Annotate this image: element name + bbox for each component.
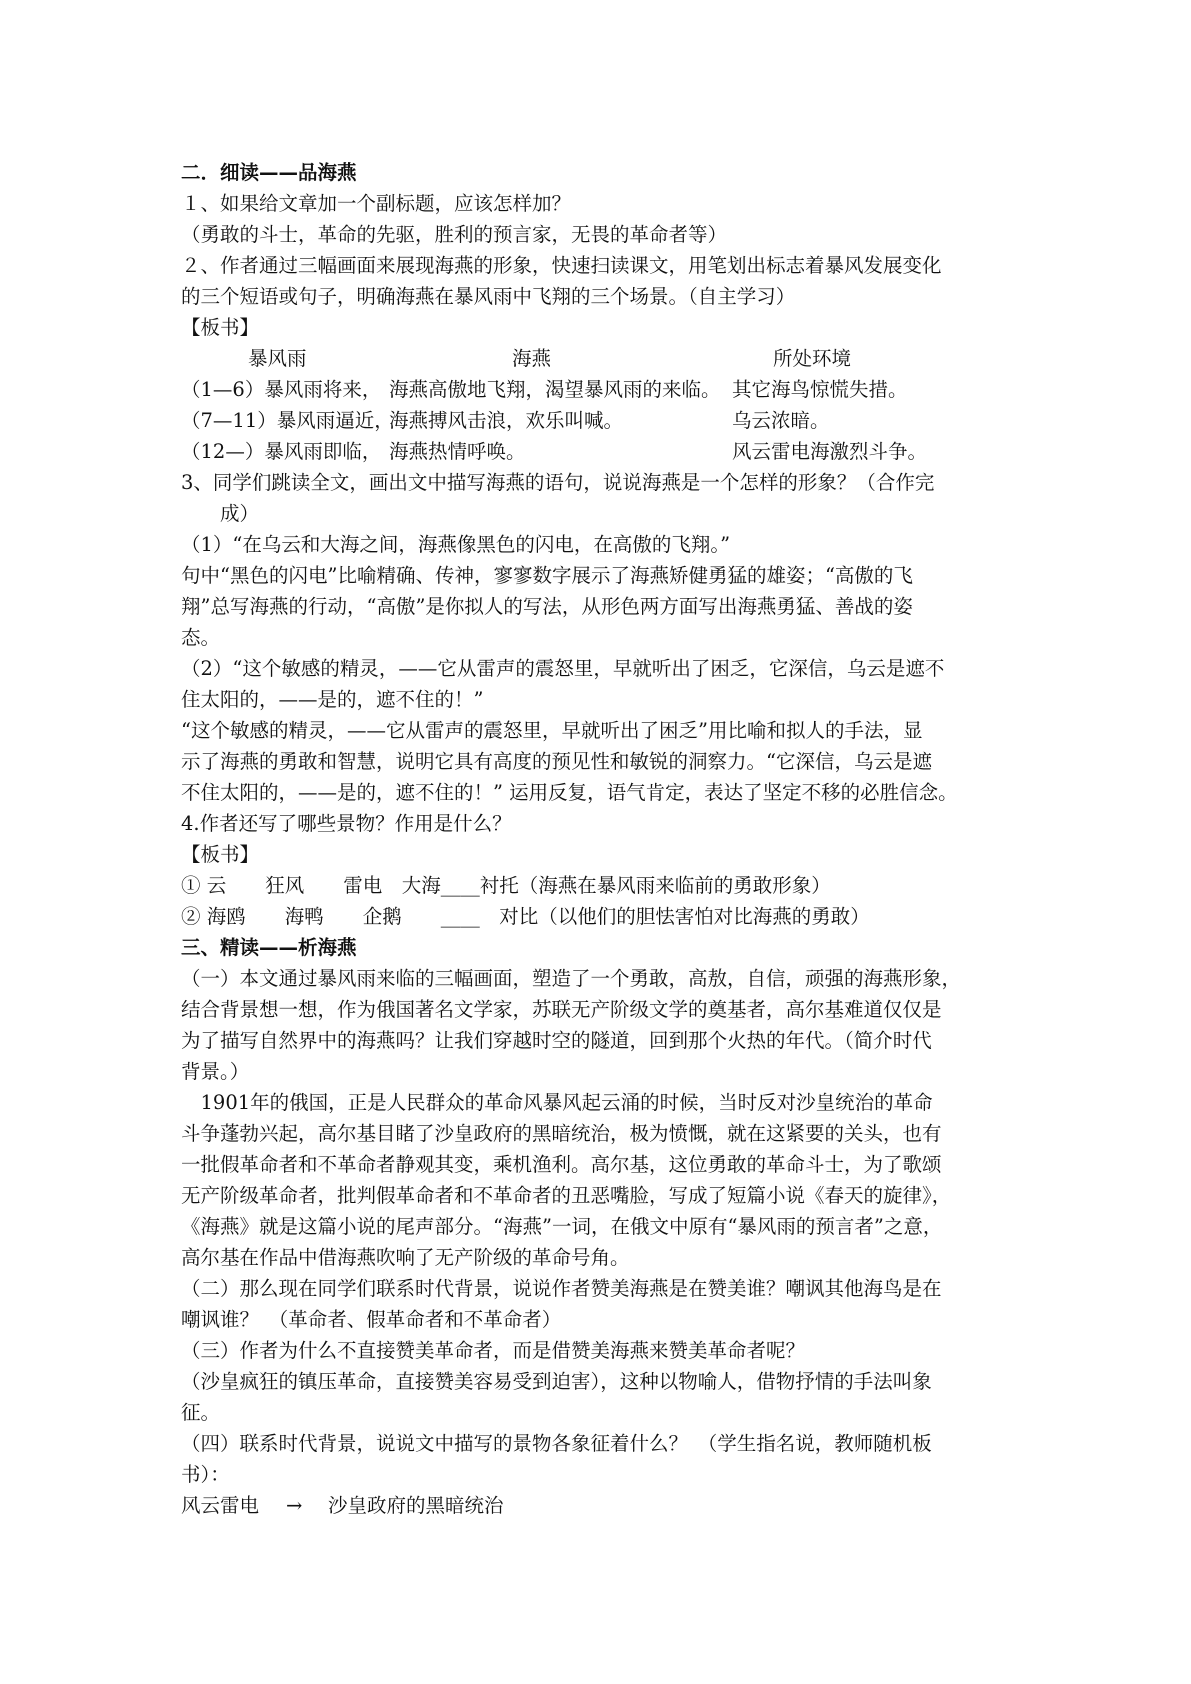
section-3-heading: 三、精读——析海燕	[181, 936, 357, 959]
background-line-5: 《海燕》就是这篇小说的尾声部分。“海燕”一词，在俄文中原有“暴风雨的预言者”之意，	[181, 1215, 943, 1238]
question-2-line-2: 的三个短语或句子，明确海燕在暴风雨中飞翔的三个场景。（自主学习）	[181, 285, 796, 308]
table-cell: 风云雷电海激烈斗争。	[732, 440, 928, 463]
part-4-line-1: （四）联系时代背景，说说文中描写的景物各象征着什么？ （学生指名说，教师随机板	[181, 1432, 932, 1455]
quote-1: （1）“在乌云和大海之间，海燕像黑色的闪电，在高傲的飞翔。”	[181, 533, 731, 556]
part-2-line-2: 嘲讽谁？ （革命者、假革命者和不革命者）	[181, 1308, 562, 1331]
part-3-answer-line-1: （沙皇疯狂的镇压革命，直接赞美容易受到迫害），这种以物喻人，借物抒情的手法叫象	[181, 1370, 932, 1393]
analysis-1-line-2: 翔”总写海燕的行动，“高傲”是你拟人的写法，从形色两方面写出海燕勇猛、善战的姿	[181, 595, 913, 618]
background-line-6: 高尔基在作品中借海燕吹响了无产阶级的革命号角。	[181, 1246, 630, 1269]
part-1-line-4: 背景。）	[181, 1060, 250, 1083]
analysis-2-line-1: “这个敏感的精灵，——它从雷声的震怒里，早就听出了困乏”用比喻和拟人的手法，显	[181, 719, 923, 742]
question-1-answer: （勇敢的斗士，革命的先驱，胜利的预言家，无畏的革命者等）	[181, 223, 728, 246]
part-1-line-2: 结合背景想一想，作为俄国著名文学家，苏联无产阶级文学的奠基者，高尔基难道仅仅是	[181, 998, 942, 1021]
arrow-icon: →	[286, 1494, 303, 1517]
question-2-line-1: ２、作者通过三幅画面来展现海燕的形象，快速扫读课文，用笔划出标志着暴风发展变化	[181, 254, 942, 277]
board-label-2: 【板书】	[181, 843, 260, 866]
part-1-line-3: 为了描写自然界中的海燕吗？让我们穿越时空的隧道，回到那个火热的年代。（简介时代	[181, 1029, 932, 1052]
table-cell: 其它海鸟惊慌失措。	[732, 378, 908, 401]
background-line-2: 斗争蓬勃兴起，高尔基目睹了沙皇政府的黑暗统治，极为愤慨，就在这紧要的关头，也有	[181, 1122, 942, 1145]
symbol-term: 风云雷电	[181, 1494, 260, 1517]
analysis-1-line-3: 态。	[181, 626, 221, 649]
board-label-1: 【板书】	[181, 316, 260, 339]
question-3-line-2: 成）	[220, 502, 260, 525]
quote-2-line-2: 住太阳的，——是的，遮不住的！”	[181, 688, 484, 711]
question-1: １、如果给文章加一个副标题，应该怎样加？	[181, 192, 572, 215]
table-cell: 海燕高傲地飞翔，渴望暴风雨的来临。	[389, 378, 721, 401]
symbol-meaning: 沙皇政府的黑暗统治	[328, 1494, 504, 1517]
board-2-line-1: ① 云 狂风 雷电 大海____衬托（海燕在暴风雨来临前的勇敢形象）	[181, 874, 831, 897]
part-2-line-1: （二）那么现在同学们联系时代背景，说说作者赞美海燕是在赞美谁？嘲讽其他海鸟是在	[181, 1277, 942, 1300]
part-3-answer-line-2: 征。	[181, 1401, 221, 1424]
table-cell: 乌云浓暗。	[732, 409, 830, 432]
table-header-petrel: 海燕	[512, 347, 552, 370]
table-header-storm: 暴风雨	[248, 347, 307, 370]
table-cell: （1—6）暴风雨将来，	[181, 378, 382, 401]
background-line-1: 1901年的俄国，正是人民群众的革命风暴风起云涌的时候，当时反对沙皇统治的革命	[181, 1091, 933, 1114]
part-4-line-2: 书）：	[181, 1463, 230, 1486]
part-3: （三）作者为什么不直接赞美革命者，而是借赞美海燕来赞美革命者呢？	[181, 1339, 806, 1362]
table-cell: （7—11）暴风雨逼近，	[181, 409, 394, 432]
background-line-4: 无产阶级革命者，批判假革命者和不革命者的丑恶嘴脸，写成了短篇小说《春天的旋律》，	[181, 1184, 952, 1207]
question-4: 4.作者还写了哪些景物？作用是什么？	[181, 812, 512, 835]
board-2-line-2: ② 海鸥 海鸭 企鹅 ____ 对比（以他们的胆怯害怕对比海燕的勇敢）	[181, 905, 870, 928]
background-line-3: 一批假革命者和不革命者静观其变，乘机渔利。高尔基，这位勇敢的革命斗士，为了歌颂	[181, 1153, 942, 1176]
table-cell: （12—）暴风雨即临，	[181, 440, 382, 463]
analysis-2-line-3: 不住太阳的，——是的，遮不住的！” 运用反复，语气肯定，表达了坚定不移的必胜信念。	[181, 781, 958, 804]
quote-2-line-1: （2）“这个敏感的精灵，——它从雷声的震怒里，早就听出了困乏，它深信，乌云是遮不	[181, 657, 945, 680]
part-1-line-1: （一）本文通过暴风雨来临的三幅画面，塑造了一个勇敢，高敖，自信，顽强的海燕形象，	[181, 967, 962, 990]
section-2-heading: 二．细读——品海燕	[181, 161, 357, 184]
table-cell: 海燕热情呼唤。	[389, 440, 526, 463]
analysis-1-line-1: 句中“黑色的闪电”比喻精确、传神，寥寥数字展示了海燕矫健勇猛的雄姿；“高傲的飞	[181, 564, 913, 587]
table-cell: 海燕搏风击浪，欢乐叫喊。	[389, 409, 624, 432]
question-3-line-1: 3、同学们跳读全文，画出文中描写海燕的语句，说说海燕是一个怎样的形象？（合作完	[181, 471, 935, 494]
table-header-environment: 所处环境	[773, 347, 852, 370]
analysis-2-line-2: 示了海燕的勇敢和智慧，说明它具有高度的预见性和敏锐的洞察力。“它深信，乌云是遮	[181, 750, 932, 773]
